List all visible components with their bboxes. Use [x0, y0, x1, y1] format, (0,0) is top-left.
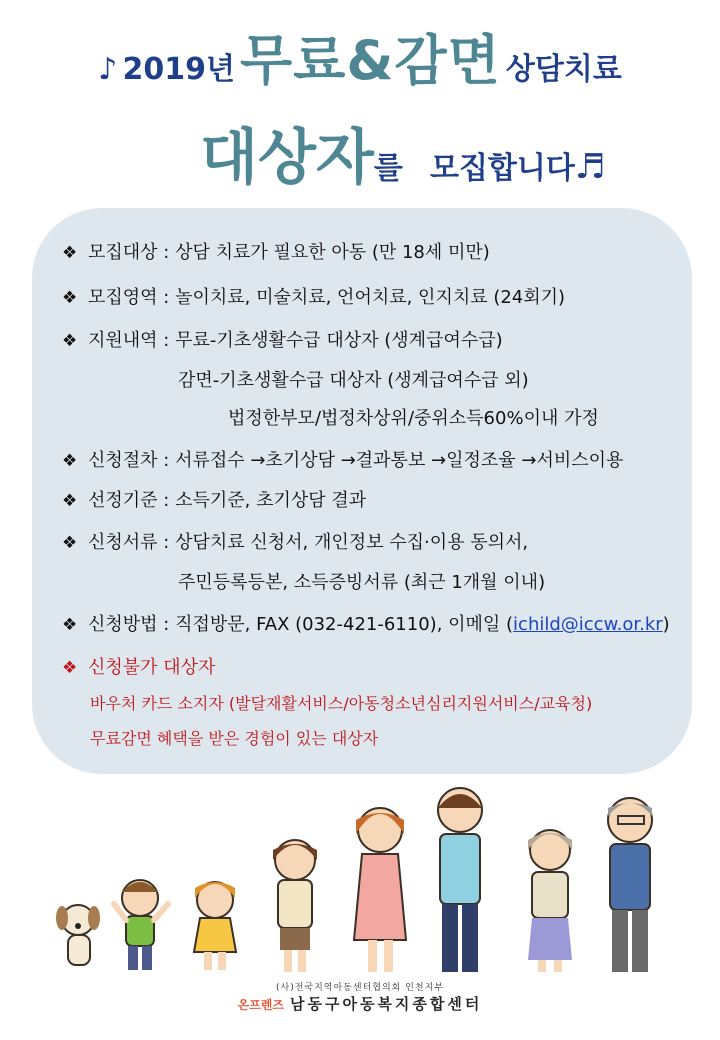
- teen-figure: [273, 840, 317, 972]
- item-value: : 직접방문, FAX (032-421-6110), 이메일 (: [157, 614, 514, 635]
- footer-center: [0, 993, 720, 1014]
- diamond-bullet-icon: ❖: [62, 533, 78, 553]
- title-particle: 를: [373, 151, 403, 186]
- boy-figure: [114, 880, 168, 970]
- item-ineligible-line-1: 바우처 카드 소지자 (발달재활서비스/아동청소년심리지원서비스/교육청): [90, 694, 593, 713]
- item-procedure: [62, 446, 623, 472]
- title-rest: 상담치료: [505, 52, 622, 87]
- item-label: 신청절차: [88, 450, 158, 471]
- diamond-bullet-icon: ❖: [62, 331, 78, 351]
- dog-figure: [56, 905, 100, 965]
- item-label: 모집대상: [88, 242, 158, 263]
- footer-organization: (사)전국지역아동센터협의회 인천지부: [276, 983, 444, 993]
- item-method: [62, 610, 670, 636]
- item-label: 선정기준: [88, 490, 158, 511]
- item-label: 신청방법: [88, 614, 158, 635]
- diamond-bullet-icon: ❖: [62, 243, 78, 263]
- father-figure: [438, 788, 482, 972]
- item-documents: [62, 528, 528, 554]
- footer-center-name: 남동구아동복지종합센터: [289, 995, 483, 1013]
- diamond-bullet-icon: ❖: [62, 288, 78, 308]
- footer-brand-logo: 온프렌즈: [237, 998, 284, 1012]
- music-notes-icon: ♬: [574, 147, 606, 187]
- item-value: : 소득기준, 초기상담 결과: [157, 490, 367, 511]
- girl-figure: [194, 882, 236, 970]
- item-value: : 놀이치료, 미술치료, 언어치료, 인지치료 (24회기): [157, 287, 566, 308]
- item-criteria: [62, 486, 366, 512]
- item-ineligible: [62, 653, 215, 679]
- item-area: [62, 283, 565, 309]
- title-highlight-2: 대상자: [200, 123, 374, 193]
- diamond-bullet-icon: ❖: [62, 658, 78, 678]
- item-value: : 상담 치료가 필요한 아동 (만 18세 미만): [157, 242, 490, 263]
- item-label: 지원내역: [88, 330, 158, 351]
- item-value: : 상담치료 신청서, 개인정보 수집·이용 동의서,: [157, 532, 529, 553]
- family-illustration: [40, 780, 680, 980]
- title-rest-2: 모집합니다: [429, 151, 575, 186]
- item-target: [62, 238, 490, 264]
- item-value: : 무료-기초생활수급 대상자 (생계급여수급): [157, 330, 503, 351]
- title-year: 2019년: [122, 52, 235, 87]
- diamond-bullet-icon: ❖: [62, 615, 78, 635]
- music-note-icon: ♪: [98, 52, 118, 87]
- email-link[interactable]: ichild@iccw.or.kr: [513, 614, 663, 635]
- grandmother-figure: [528, 830, 572, 972]
- title-line-1: [0, 18, 720, 95]
- item-support-line-2: 감면-기초생활수급 대상자 (생계급여수급 외): [178, 370, 529, 391]
- item-value-tail: ): [662, 614, 670, 635]
- title-highlight: 무료&감면: [240, 29, 501, 92]
- item-label: 모집영역: [88, 287, 158, 308]
- item-documents-line-2: 주민등록등본, 소득증빙서류 (최근 1개월 이내): [178, 572, 546, 593]
- item-support: [62, 326, 503, 352]
- diamond-bullet-icon: ❖: [62, 491, 78, 511]
- grandfather-figure: [608, 798, 652, 972]
- mother-figure: [354, 808, 406, 972]
- info-panel: [32, 208, 692, 774]
- item-label: 신청서류: [88, 532, 158, 553]
- title-line-2: [200, 110, 605, 196]
- diamond-bullet-icon: ❖: [62, 451, 78, 471]
- item-ineligible-line-2: 무료감면 혜택을 받은 경험이 있는 대상자: [90, 729, 379, 748]
- item-support-line-3: 법정한부모/법정차상위/중위소득60%이내 가정: [228, 408, 599, 429]
- footer: [0, 980, 720, 1014]
- item-value: : 서류접수 →초기상담 →결과통보 →일정조율 →서비스이용: [157, 450, 624, 471]
- item-label: 신청불가 대상자: [88, 657, 216, 678]
